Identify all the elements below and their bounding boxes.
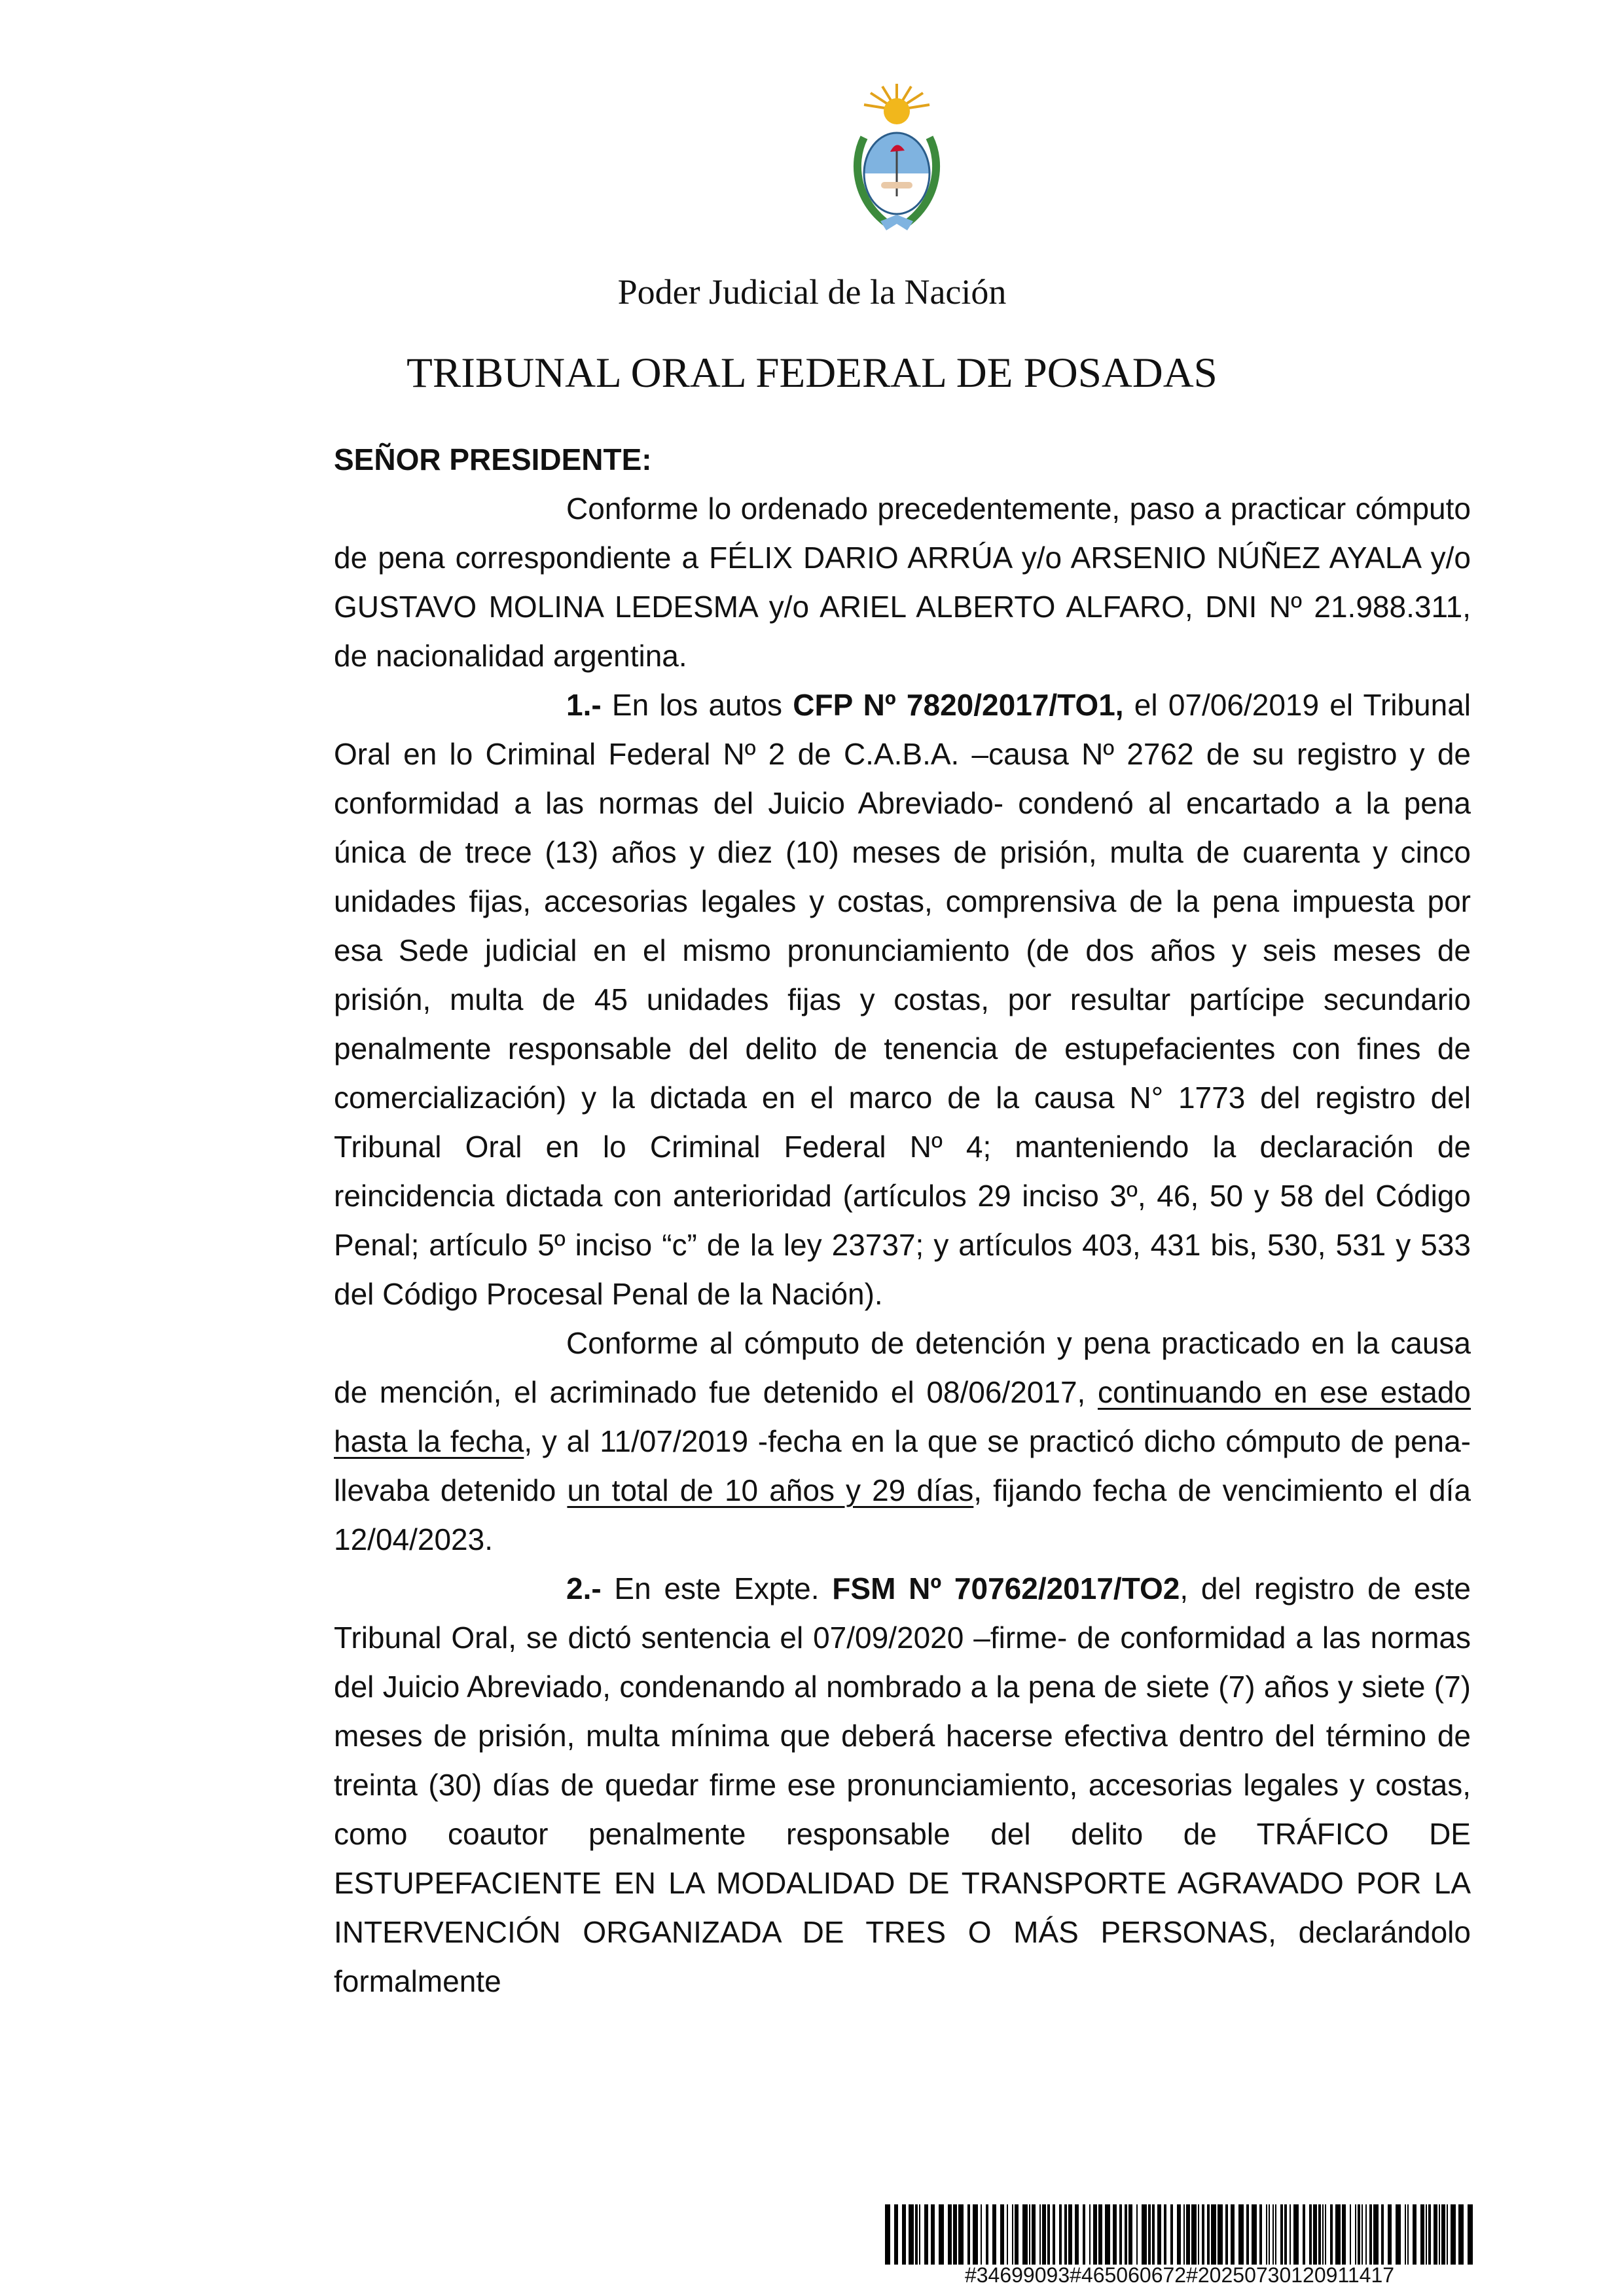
barcode-bar bbox=[919, 2204, 920, 2265]
barcode-bar bbox=[1388, 2204, 1392, 2265]
barcode-bar bbox=[1152, 2204, 1155, 2265]
barcode-bar bbox=[931, 2204, 935, 2265]
barcode-bar bbox=[1053, 2204, 1055, 2265]
barcode-bar bbox=[958, 2204, 964, 2265]
barcode-bar bbox=[1015, 2204, 1019, 2265]
barcode-bar bbox=[1318, 2204, 1321, 2265]
barcode-bar bbox=[1148, 2204, 1151, 2265]
barcode-bar bbox=[986, 2204, 988, 2265]
barcode-bar bbox=[1373, 2204, 1379, 2265]
barcode-bar bbox=[1362, 2204, 1363, 2265]
barcode-bar bbox=[1426, 2204, 1427, 2265]
institution-heading: Poder Judicial de la Nación bbox=[617, 272, 1007, 312]
computo-paragraph bbox=[334, 1319, 1471, 1564]
barcode-bar bbox=[1293, 2204, 1299, 2265]
barcode-bar bbox=[1365, 2204, 1367, 2265]
barcode-bar bbox=[1225, 2204, 1228, 2265]
computo-underlined-1: continuando en ese estado hasta la fecha bbox=[334, 1375, 1471, 1458]
barcode-bar bbox=[967, 2204, 970, 2265]
barcode-bar bbox=[1075, 2204, 1079, 2265]
barcode-bar bbox=[1231, 2204, 1235, 2265]
barcode-bar bbox=[1441, 2204, 1445, 2265]
barcode-bar bbox=[902, 2204, 906, 2265]
section-2-text: , del registro de este Tribunal Oral, se dictó sentencia el 07/09/2020 –firme- de conformidad a las normas del Juicio Abreviado, condenando al nombrado a la pena de siete (7) años y siete (7) meses de prisión, multa mínima que deberá hacerse efectiva dentro del término de treinta (30) días de quedar firme ese pronunciamiento, accesorias legales y costas, como coautor penalmente responsable del delito de TRÁFICO DE ESTUPEFACIENTE EN LA MODALIDAD DE TRANSPORTE AGRAVADO POR LA INTERVENCIÓN ORGANIZADA DE TRES O MÁS PERSONAS, declarándolo formalmente bbox=[334, 1571, 1471, 1998]
national-coat-of-arms bbox=[844, 79, 949, 236]
barcode-bar bbox=[1447, 2204, 1448, 2265]
barcode-bar bbox=[1313, 2204, 1317, 2265]
barcode-bar bbox=[1012, 2204, 1013, 2265]
barcode-bar bbox=[1269, 2204, 1270, 2265]
barcode-bar bbox=[1420, 2204, 1424, 2265]
barcode-bar bbox=[1207, 2204, 1210, 2265]
barcode-bar bbox=[1342, 2204, 1346, 2265]
barcode-bar bbox=[1272, 2204, 1274, 2265]
barcode-bar bbox=[1186, 2204, 1190, 2265]
barcode-bar bbox=[1000, 2204, 1004, 2265]
barcode-bar bbox=[1191, 2204, 1197, 2265]
barcode-bar bbox=[1007, 2204, 1008, 2265]
barcode-bar bbox=[1170, 2204, 1173, 2265]
barcode-bar bbox=[924, 2204, 928, 2265]
computo-underlined-2: un total de 10 años y 29 días bbox=[567, 1473, 974, 1507]
barcode-bar bbox=[1407, 2204, 1409, 2265]
salutation: SEÑOR PRESIDENTE: bbox=[334, 442, 652, 476]
barcode-bar bbox=[1405, 2204, 1406, 2265]
barcode-bar bbox=[1350, 2204, 1351, 2265]
document-body bbox=[334, 435, 1471, 2006]
barcode-bar bbox=[1022, 2204, 1028, 2265]
barcode-bar bbox=[992, 2204, 996, 2265]
barcode-bar bbox=[1428, 2204, 1431, 2265]
barcode-bar bbox=[1177, 2204, 1181, 2265]
barcode-bar bbox=[1125, 2204, 1127, 2265]
barcode-bar bbox=[1136, 2204, 1138, 2265]
barcode-bar bbox=[1451, 2204, 1456, 2265]
section-2-case-number: FSM Nº 70762/2017/TO2 bbox=[832, 1571, 1180, 1605]
barcode-bar bbox=[948, 2204, 952, 2265]
section-1-case-number: CFP Nº 7820/2017/TO1, bbox=[793, 688, 1124, 722]
barcode-bar bbox=[1309, 2204, 1312, 2265]
barcode-bar bbox=[1128, 2204, 1132, 2265]
barcode-bar bbox=[1039, 2204, 1041, 2265]
barcode-bar bbox=[1284, 2204, 1287, 2265]
barcode-bar bbox=[1105, 2204, 1110, 2265]
barcode bbox=[885, 2204, 1474, 2265]
section-1-lead: En los autos bbox=[601, 688, 793, 722]
computo-text-1: Conforme al cómputo de detención y pena practicado en la causa de mención, el acriminado fue detenido el 08/06/2017, bbox=[334, 1326, 1471, 1409]
barcode-bar bbox=[1157, 2204, 1161, 2265]
barcode-bar bbox=[1042, 2204, 1046, 2265]
barcode-bar bbox=[1259, 2204, 1262, 2265]
barcode-bar bbox=[1211, 2204, 1216, 2265]
barcode-bar bbox=[981, 2204, 982, 2265]
computo-text-3: , fijando fecha de vencimiento el día 12/04/2023. bbox=[334, 1473, 1471, 1556]
barcode-bar bbox=[1355, 2204, 1356, 2265]
barcode-bar bbox=[1113, 2204, 1117, 2265]
barcode-bar bbox=[973, 2204, 978, 2265]
barcode-bar bbox=[1280, 2204, 1283, 2265]
barcode-bar bbox=[939, 2204, 944, 2265]
barcode-bar bbox=[1089, 2204, 1091, 2265]
barcode-bar bbox=[909, 2204, 914, 2265]
barcode-bar bbox=[1083, 2204, 1085, 2265]
barcode-bar bbox=[1381, 2204, 1384, 2265]
barcode-bar bbox=[953, 2204, 957, 2265]
barcode-bar bbox=[1335, 2204, 1341, 2265]
section-1-text: el 07/06/2019 el Tribunal Oral en lo Criminal Federal Nº 2 de C.A.B.A. –causa Nº 2762 de su registro y de conformidad a las normas del Juicio Abreviado- condenó al encartado a la pena única de trece (13) años y diez (10) meses de prisión, multa de cuarenta y cinco unidades fijas, accesorias legales y costas, comprensiva de la pena impuesta por esa Sede judicial en el mismo pronunciamiento (de dos años y seis meses de prisión, multa de 45 unidades fijas y costas, por resultar partícipe secundario penalmente responsable del delito de tenencia de estupefacientes con fines de comercialización) y la dictada en el marco de la causa N° 1773 del registro del Tribunal Oral en lo Criminal Federal Nº 4; manteniendo la declaración de reincidencia dictada con anterioridad (artículos 29 inciso 3º, 46, 50 y 58 del Código Penal; artículo 5º inciso “c” de la ley 23737; y artículos 403, 431 bis, 530, 531 y 533 del Código Procesal Penal de la Nación). bbox=[334, 688, 1471, 1311]
barcode-bar bbox=[1246, 2204, 1249, 2265]
barcode-bar bbox=[915, 2204, 918, 2265]
barcode-bar bbox=[1330, 2204, 1333, 2265]
section-1-paragraph bbox=[334, 681, 1471, 1319]
barcode-bar bbox=[1358, 2204, 1360, 2265]
barcode-bar bbox=[1068, 2204, 1072, 2265]
barcode-bar bbox=[1098, 2204, 1102, 2265]
barcode-bar bbox=[1275, 2204, 1276, 2265]
section-2-paragraph bbox=[334, 1564, 1471, 2006]
barcode-bar bbox=[1369, 2204, 1372, 2265]
intro-paragraph: Conforme lo ordenado precedentemente, paso a practicar cómputo de pena correspondiente a FÉLIX DARIO ARRÚA y/o ARSENIO NÚÑEZ AYALA y/o GUSTAVO MOLINA LEDESMA y/o ARIEL ALBERTO ALFARO, DNI Nº 21.988.311, de nacionalidad argentina. bbox=[334, 492, 1471, 673]
barcode-bar bbox=[1396, 2204, 1401, 2265]
barcode-bar bbox=[1064, 2204, 1067, 2265]
barcode-bar bbox=[1252, 2204, 1257, 2265]
barcode-bar bbox=[1468, 2204, 1473, 2265]
section-2-number: 2.- bbox=[566, 1571, 602, 1605]
barcode-bar bbox=[1266, 2204, 1267, 2265]
barcode-bar bbox=[1238, 2204, 1244, 2265]
barcode-text: #34699093#465060672#20250730120911417 bbox=[964, 2263, 1395, 2287]
barcode-bar bbox=[1325, 2204, 1326, 2265]
barcode-bar bbox=[1119, 2204, 1122, 2265]
barcode-bar bbox=[1093, 2204, 1097, 2265]
barcode-bar bbox=[1029, 2204, 1030, 2265]
barcode-bar bbox=[1303, 2204, 1305, 2265]
barcode-bar bbox=[1290, 2204, 1291, 2265]
section-2-lead: En este Expte. bbox=[601, 1571, 833, 1605]
barcode-bar bbox=[1434, 2204, 1437, 2265]
barcode-bar bbox=[894, 2204, 898, 2265]
section-1-number: 1.- bbox=[566, 688, 602, 722]
barcode-bar bbox=[1032, 2204, 1036, 2265]
barcode-bar bbox=[1439, 2204, 1440, 2265]
barcode-bar bbox=[1164, 2204, 1166, 2265]
court-heading: TRIBUNAL ORAL FEDERAL DE POSADAS bbox=[406, 350, 1218, 397]
barcode-bar bbox=[1198, 2204, 1199, 2265]
barcode-bar bbox=[1458, 2204, 1464, 2265]
barcode-bar bbox=[885, 2204, 890, 2265]
barcode-bar bbox=[1047, 2204, 1050, 2265]
barcode-bar bbox=[1218, 2204, 1223, 2265]
barcode-bar bbox=[1413, 2204, 1416, 2265]
barcode-bar bbox=[1322, 2204, 1324, 2265]
barcode-bar bbox=[1183, 2204, 1185, 2265]
computo-text-2: , y al 11/07/2019 -fecha en la que se practicó dicho cómputo de pena- llevaba detenido bbox=[334, 1424, 1471, 1507]
barcode-bar bbox=[1142, 2204, 1147, 2265]
barcode-bar bbox=[1059, 2204, 1062, 2265]
barcode-bar bbox=[1202, 2204, 1204, 2265]
